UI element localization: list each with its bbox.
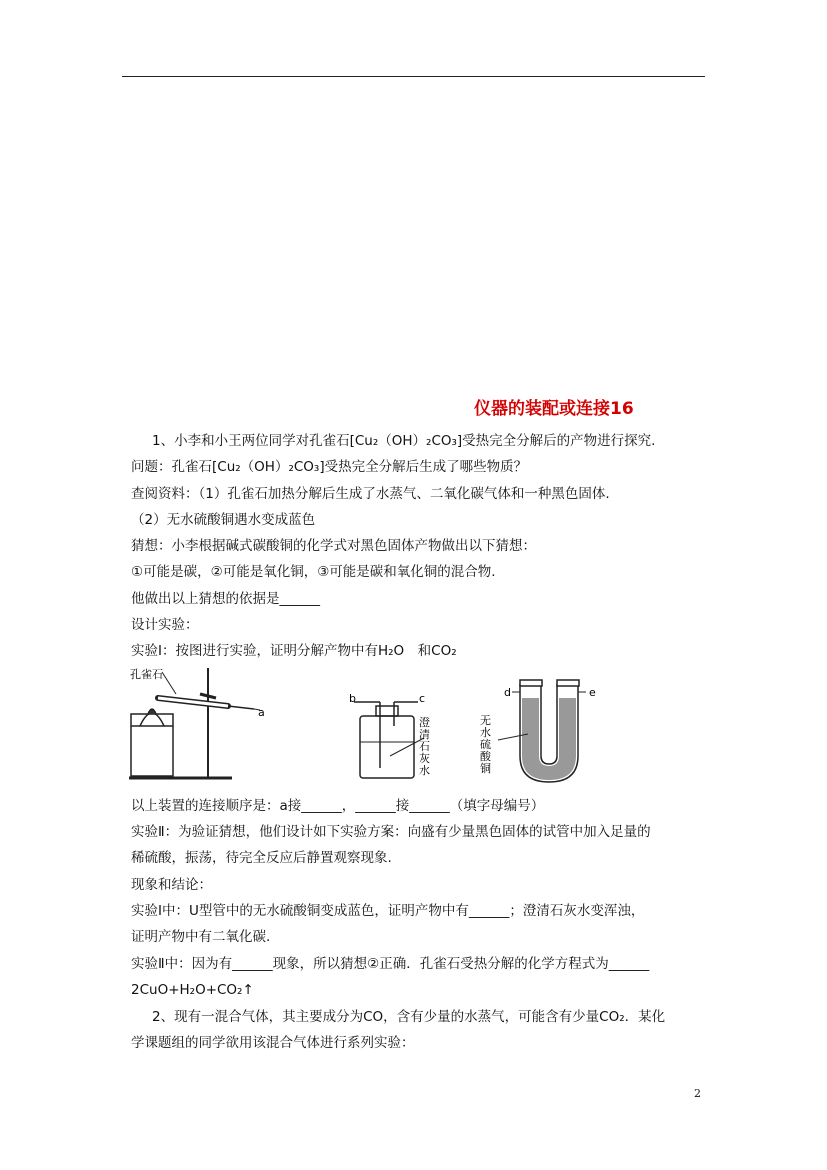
port-c-label: c: [419, 692, 426, 705]
experiment-2-result: 实验Ⅱ中：因为有______现象，所以猜想②正确．孔雀石受热分解的化学方程式为______: [131, 956, 650, 972]
port-b-label: b: [349, 692, 356, 705]
hypothesis-basis: 他做出以上猜想的依据是______: [131, 591, 320, 607]
malachite-label: 孔雀石: [130, 668, 163, 681]
equation-line: 2CuO+H₂O+CO₂↑: [131, 982, 254, 998]
hypothesis-options: ①可能是碳，②可能是氧化铜，③可能是碳和氧化铜的混合物.: [131, 564, 496, 580]
header-rule: [122, 76, 705, 77]
phenomena-heading: 现象和结论：: [131, 877, 212, 893]
page-title: 仪器的装配或连接16: [474, 399, 634, 419]
experiment-1-line: 实验Ⅰ：按图进行实验，证明分解产物中有H₂O 和CO₂: [131, 643, 457, 659]
cuso4-label-1: 无: [480, 714, 491, 727]
page-number: 2: [694, 1087, 701, 1100]
question-1-intro: 1、小李和小王两位同学对孔雀石[Cu₂（OH）₂CO₃]受热完全分解后的产物进行探究.: [152, 433, 656, 449]
limewater-label-4: 灰: [419, 752, 430, 765]
experiment-2-line-2: 稀硫酸，振荡，待完全反应后静置观察现象.: [131, 850, 392, 866]
limewater-bottle: [354, 702, 424, 778]
heating-apparatus: [129, 668, 260, 778]
cuso4-label-2: 水: [480, 726, 491, 739]
experiment-1-result-2: 证明产物中有二氧化碳.: [131, 929, 271, 945]
question-2-line-2: 学课题组的同学欲用该混合气体进行系列实验：: [131, 1035, 415, 1051]
connection-order-line: 以上装置的连接顺序是：a接______，______接______（填字母编号）: [131, 798, 545, 814]
reference-line-1: 查阅资料：（1）孔雀石加热分解后生成了水蒸气、二氧化碳气体和一种黑色固体.: [131, 486, 610, 502]
port-d-label: d: [504, 686, 511, 699]
cuso4-label-3: 硫: [480, 738, 491, 751]
limewater-label-3: 石: [419, 740, 430, 753]
cuso4-label-4: 酸: [480, 750, 491, 763]
reference-line-2: （2）无水硫酸铜遇水变成蓝色: [131, 512, 316, 528]
problem-line: 问题：孔雀石[Cu₂（OH）₂CO₃]受热完全分解后生成了哪些物质？: [131, 459, 528, 475]
limewater-label-1: 澄: [419, 716, 430, 729]
hypothesis-line: 猜想：小李根据碱式碳酸铜的化学式对黑色固体产物做出以下猜想：: [131, 538, 536, 554]
port-e-label: e: [589, 686, 596, 699]
apparatus-figure: [128, 664, 708, 786]
experiment-2-line-1: 实验Ⅱ：为验证猜想，他们设计如下实验方案：向盛有少量黑色固体的试管中加入足量的: [131, 824, 651, 840]
port-a-label: a: [258, 706, 265, 719]
u-tube: [498, 680, 586, 782]
limewater-label-2: 清: [419, 728, 430, 741]
cuso4-label-5: 铜: [480, 762, 491, 775]
question-2-line-1: 2、现有一混合气体，其主要成分为CO，含有少量的水蒸气，可能含有少量CO₂．某化: [152, 1009, 666, 1025]
experiment-1-result-1: 实验Ⅰ中：U型管中的无水硫酸铜变成蓝色，证明产物中有______；澄清石灰水变浑浊，: [131, 903, 645, 919]
limewater-label-5: 水: [419, 764, 430, 777]
design-heading: 设计实验：: [131, 617, 199, 633]
